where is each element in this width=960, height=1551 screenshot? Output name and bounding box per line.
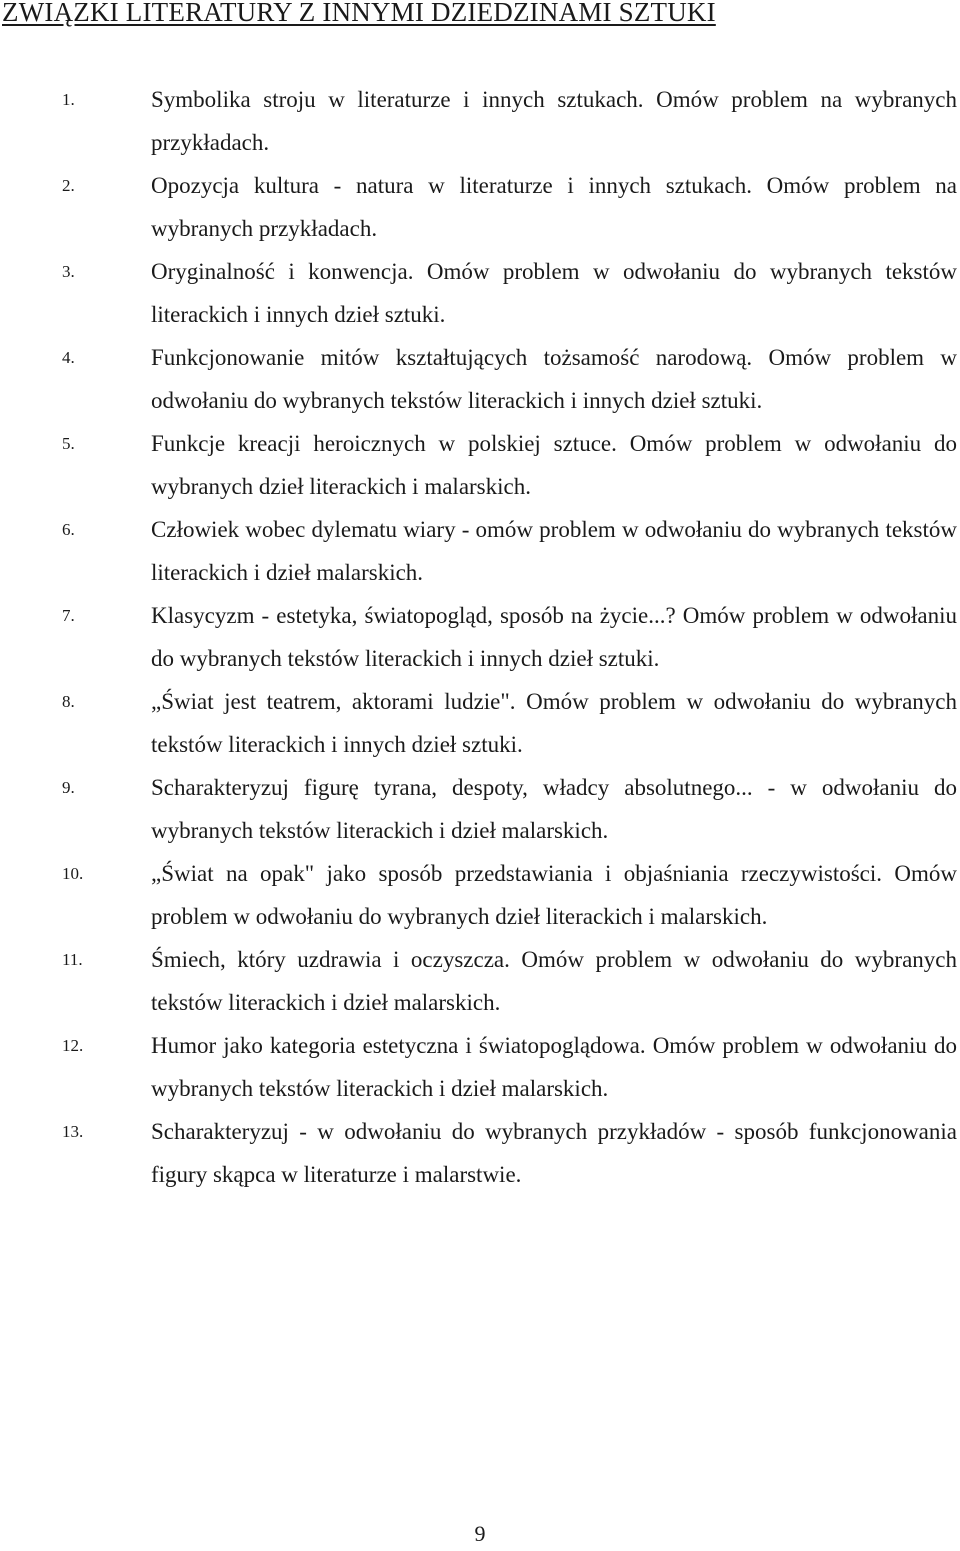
item-number: 6.: [62, 520, 75, 539]
item-number: 9.: [62, 778, 75, 797]
item-text: Humor jako kategoria estetyczna i światopoglądowa. Omów problem w odwołaniu do wybranych tekstów literackich i dzieł malarskich.: [151, 1033, 957, 1101]
page-number: 9: [474, 1521, 486, 1546]
item-number: 8.: [62, 692, 75, 711]
item-text: Śmiech, który uzdrawia i oczyszcza. Omów problem w odwołaniu do wybranych tekstów literackich i dzieł malarskich.: [151, 947, 957, 1015]
list-item: [0, 1024, 960, 1110]
item-number: 10.: [62, 864, 84, 883]
item-text: „Świat jest teatrem, aktorami ludzie". Omów problem w odwołaniu do wybranych tekstów literackich i innych dzieł sztuki.: [151, 689, 957, 757]
list-item: [0, 164, 960, 250]
item-number: 11.: [62, 950, 83, 969]
item-text: Scharakteryzuj - w odwołaniu do wybranych przykładów - sposób funkcjonowania figury skąpca w literaturze i malarstwie.: [151, 1119, 957, 1187]
item-number: 2.: [62, 176, 75, 195]
list-item: [0, 422, 960, 508]
item-number: 12.: [62, 1036, 84, 1055]
item-text: Scharakteryzuj figurę tyrana, despoty, władcy absolutnego... - w odwołaniu do wybranych tekstów literackich i dzieł malarskich.: [151, 775, 957, 843]
item-number: 7.: [62, 606, 75, 625]
item-text: Symbolika stroju w literaturze i innych sztukach. Omów problem na wybranych przykładach.: [151, 87, 957, 155]
list-item: [0, 680, 960, 766]
list-item: [0, 594, 960, 680]
list-item: [0, 938, 960, 1024]
list-item: [0, 1110, 960, 1196]
item-text: „Świat na opak" jako sposób przedstawiania i objaśniania rzeczywistości. Omów problem w odwołaniu do wybranych dzieł literackich i malarskich.: [151, 861, 957, 929]
item-number: 3.: [62, 262, 75, 281]
item-text: Człowiek wobec dylematu wiary - omów problem w odwołaniu do wybranych tekstów literackich i dzieł malarskich.: [151, 517, 957, 585]
item-number: 13.: [62, 1122, 84, 1141]
list-item: [0, 336, 960, 422]
item-number: 1.: [62, 90, 75, 109]
item-number: 5.: [62, 434, 75, 453]
item-text: Klasycyzm - estetyka, światopogląd, sposób na życie...? Omów problem w odwołaniu do wybranych tekstów literackich i innych dzieł sztuki.: [151, 603, 957, 671]
item-number: 4.: [62, 348, 75, 367]
page-title: ZWIĄZKI LITERATURY Z INNYMI DZIEDZINAMI SZTUKI: [2, 0, 716, 27]
topic-list: [0, 78, 960, 1196]
item-text: Funkcjonowanie mitów kształtujących tożsamość narodową. Omów problem w odwołaniu do wybranych tekstów literackich i innych dzieł sztuki.: [151, 345, 957, 413]
list-item: [0, 508, 960, 594]
list-item: [0, 250, 960, 336]
item-text: Oryginalność i konwencja. Omów problem w odwołaniu do wybranych tekstów literackich i innych dzieł sztuki.: [151, 259, 957, 327]
list-item: [0, 78, 960, 164]
list-item: [0, 852, 960, 938]
item-text: Opozycja kultura - natura w literaturze i innych sztukach. Omów problem na wybranych przykładach.: [151, 173, 957, 241]
item-text: Funkcje kreacji heroicznych w polskiej sztuce. Omów problem w odwołaniu do wybranych dzieł literackich i malarskich.: [151, 431, 957, 499]
list-item: [0, 766, 960, 852]
